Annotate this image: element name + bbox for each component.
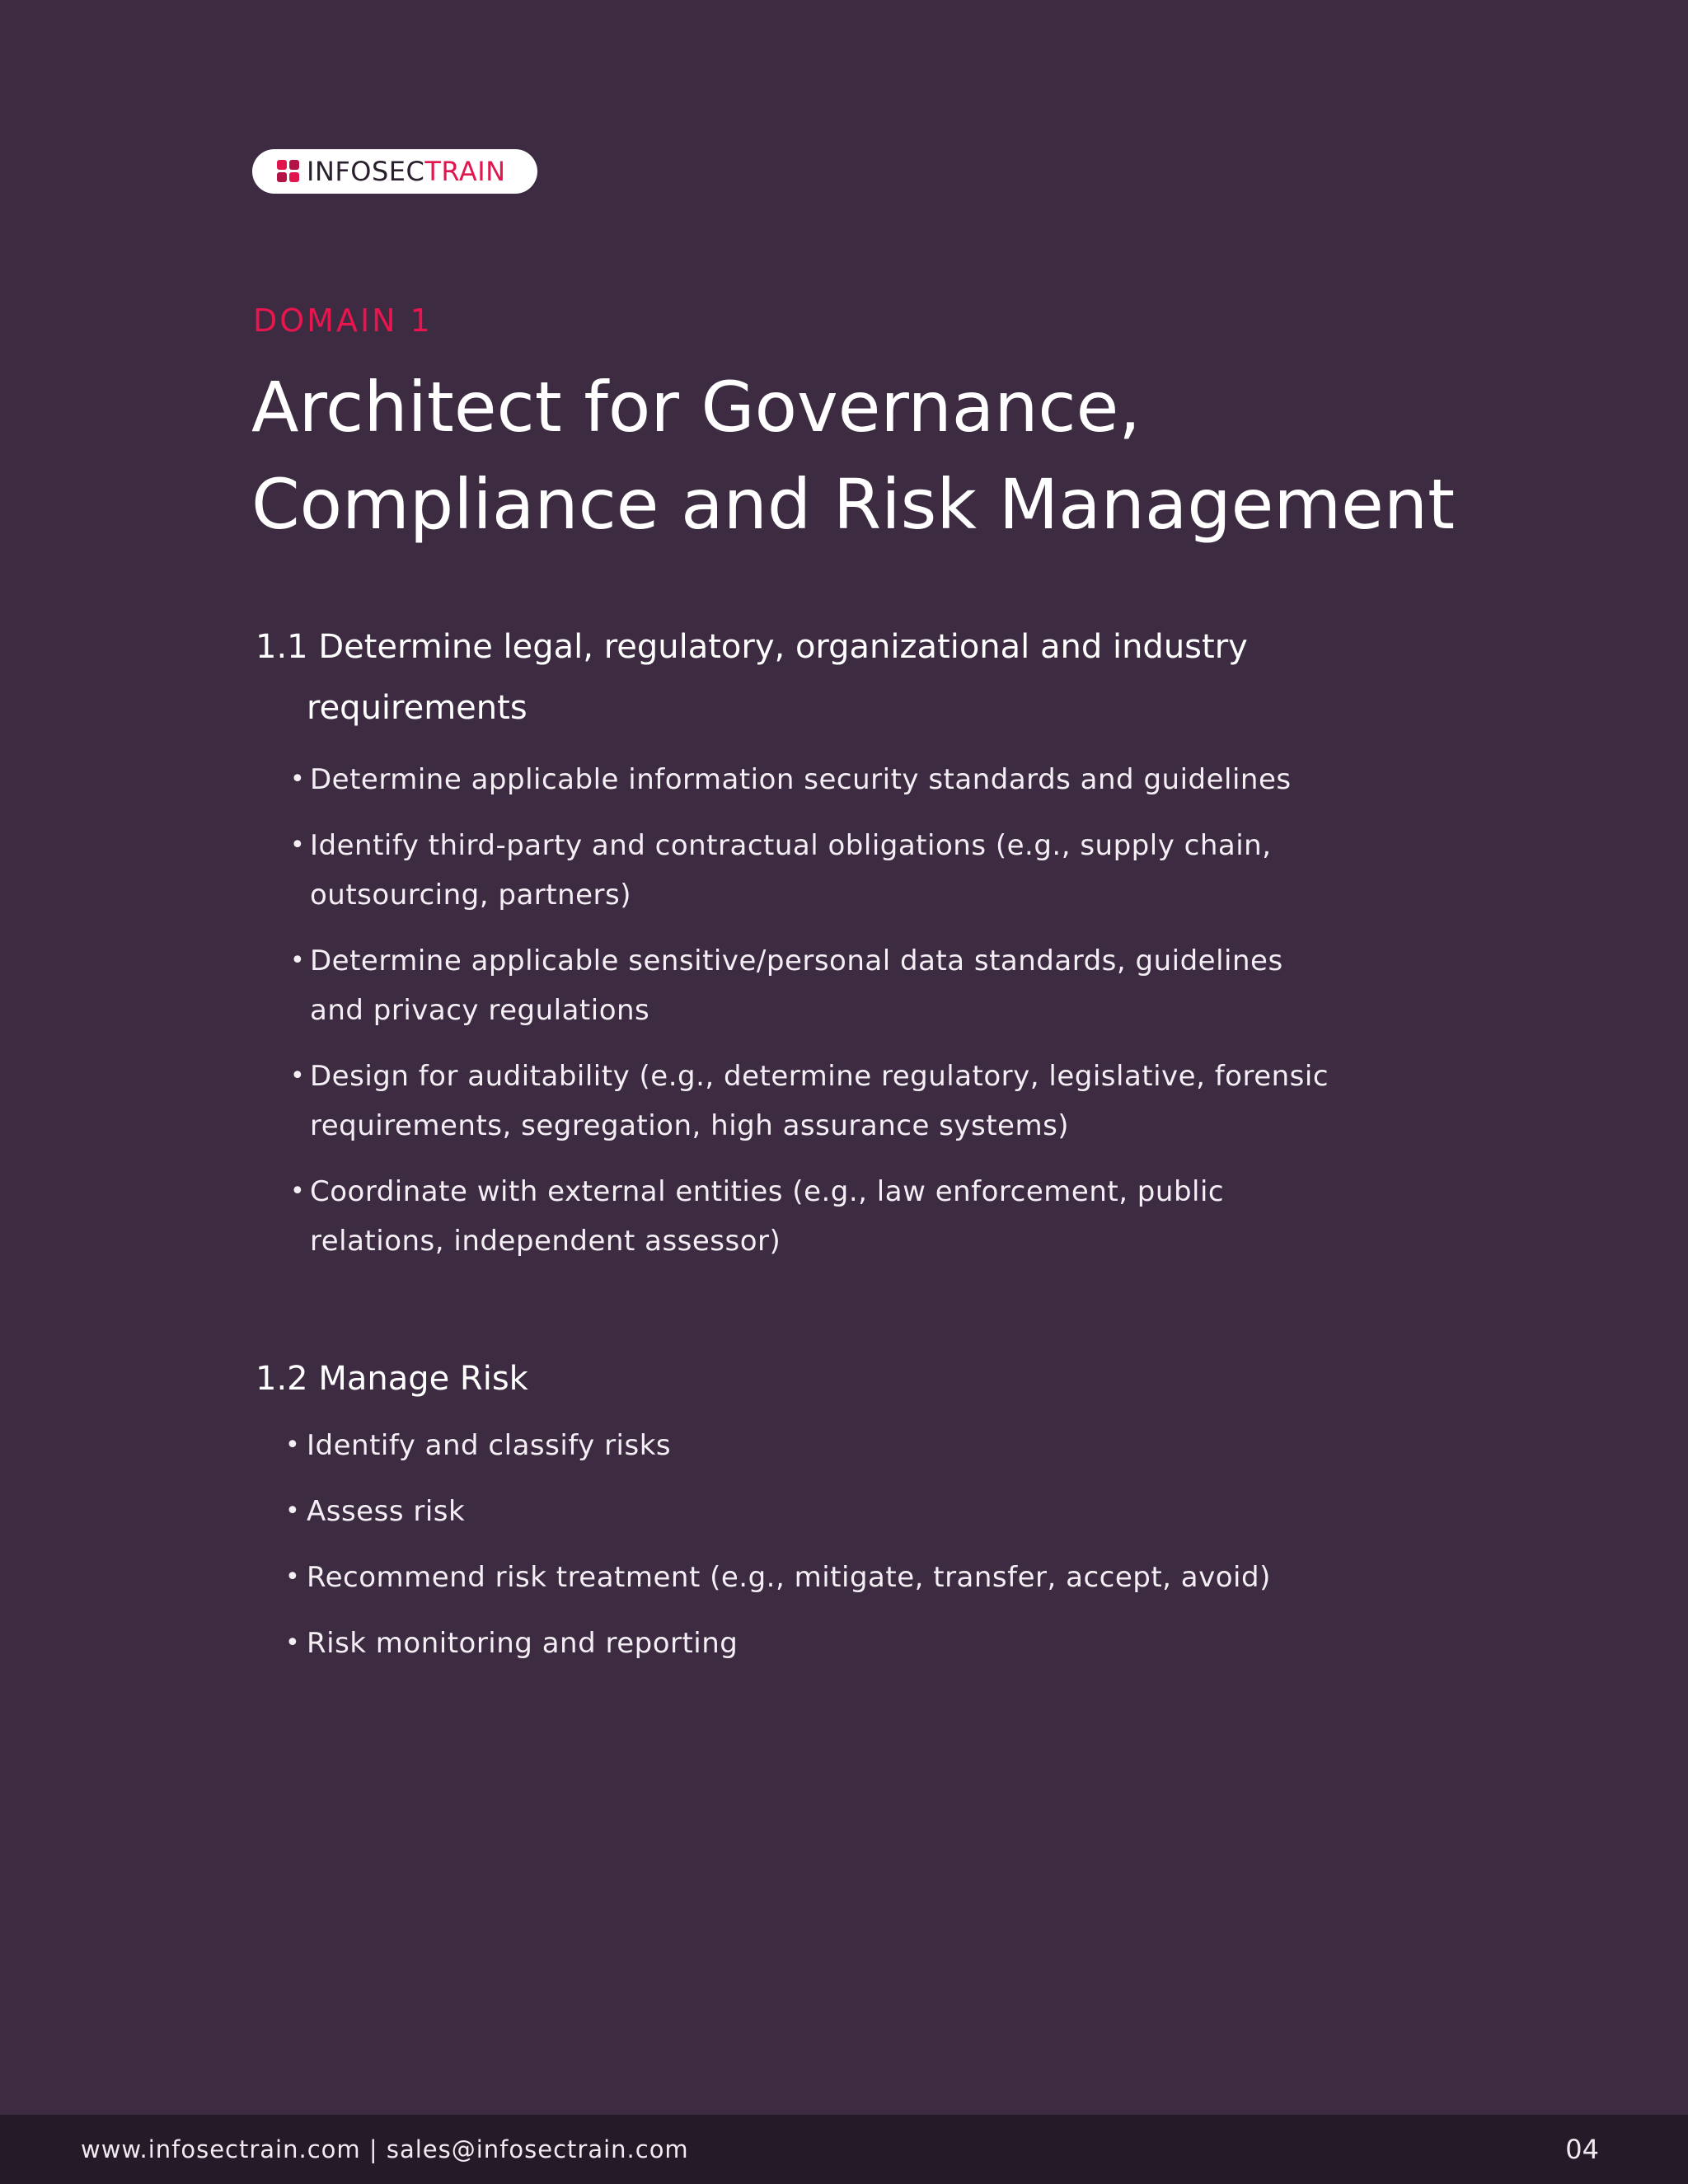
bullet-icon: • (285, 1431, 301, 1460)
page-title-line1: Architect for Governance, (251, 367, 1141, 448)
list-item (256, 1167, 1409, 1266)
section-heading (256, 616, 1409, 738)
list-item-line2: outsourcing, partners) (310, 879, 632, 912)
list-item (256, 1619, 1409, 1668)
list-item (256, 821, 1409, 920)
list-item (256, 936, 1409, 1035)
bullet-icon: • (290, 765, 306, 794)
list-item-text: Identify and classify risks (307, 1429, 672, 1462)
list-item-line1: Determine applicable information security standards and guidelines (310, 763, 1292, 796)
brand-wordmark (307, 158, 506, 185)
bullet-icon: • (290, 831, 306, 860)
section-1-1 (256, 616, 1409, 1282)
list-item-line1: Determine applicable sensitive/personal data standards, guidelines (310, 944, 1283, 977)
list-item-line2: and privacy regulations (310, 994, 650, 1027)
page-number: 04 (1565, 2134, 1599, 2165)
section-heading-line2: requirements (307, 689, 528, 727)
bullet-icon: • (285, 1497, 301, 1526)
page-title (251, 359, 1653, 553)
list-item-line1: Identify third-party and contractual obligations (e.g., supply chain, (310, 829, 1272, 862)
bullet-icon: • (285, 1629, 301, 1657)
list-item (256, 1553, 1409, 1602)
domain-label: DOMAIN 1 (253, 302, 433, 339)
list-item-line1: Design for auditability (e.g., determine regulatory, legislative, forensic (310, 1060, 1329, 1093)
list-item (256, 755, 1409, 804)
list-item-line2: requirements, segregation, high assurance systems) (310, 1109, 1070, 1142)
list-item-text: Risk monitoring and reporting (307, 1627, 738, 1660)
list-item (256, 1421, 1409, 1470)
section-heading-line1: 1.1 Determine legal, regulatory, organizational and industry (256, 628, 1248, 666)
list-item-line2: relations, independent assessor) (310, 1225, 781, 1258)
section-1-2 (256, 1348, 1409, 1685)
infosectrain-logo-icon (277, 160, 300, 183)
list-item-text: Assess risk (307, 1495, 466, 1528)
bullet-icon: • (285, 1563, 301, 1591)
page-footer (0, 2115, 1688, 2184)
section-heading (256, 1348, 1409, 1409)
bullet-list (256, 1421, 1409, 1668)
page-title-line2: Compliance and Risk Management (251, 464, 1456, 545)
bullet-icon: • (290, 946, 306, 975)
list-item (256, 1487, 1409, 1536)
section-heading-line1: 1.2 Manage Risk (256, 1360, 528, 1398)
bullet-icon: • (290, 1177, 306, 1206)
bullet-icon: • (290, 1062, 306, 1090)
brand-wordmark-part2: TRAIN (424, 156, 506, 187)
list-item (256, 1052, 1409, 1151)
footer-contact: www.infosectrain.com | sales@infosectrain.com (81, 2135, 689, 2163)
bullet-list (256, 755, 1409, 1266)
brand-logo (252, 149, 537, 194)
list-item-line1: Coordinate with external entities (e.g., law enforcement, public (310, 1175, 1225, 1208)
list-item-text: Recommend risk treatment (e.g., mitigate, transfer, accept, avoid) (307, 1561, 1271, 1594)
brand-wordmark-part1: INFOSEC (307, 156, 425, 187)
